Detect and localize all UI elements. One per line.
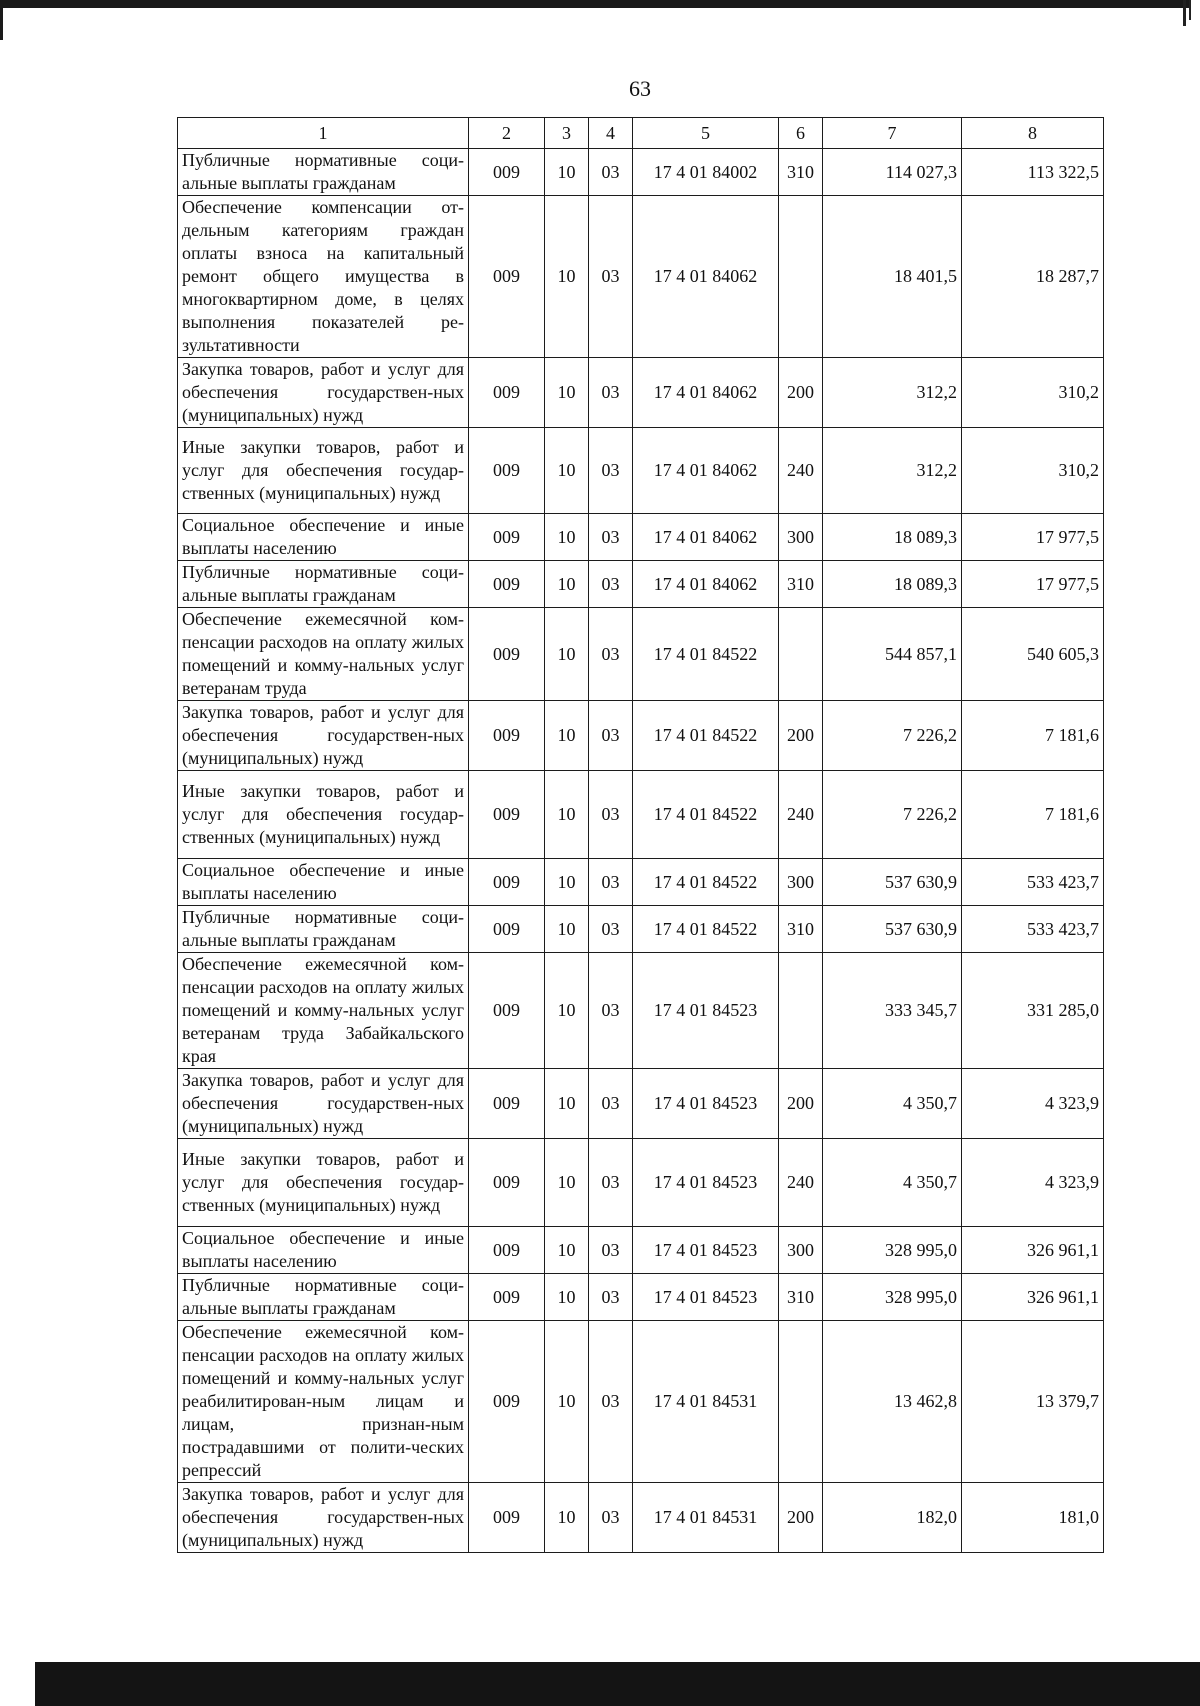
expense-type-cell: 200	[779, 1483, 823, 1553]
ministry-code-cell: 009	[469, 561, 545, 608]
ministry-code-cell: 009	[469, 1069, 545, 1139]
expense-type-cell: 200	[779, 1069, 823, 1139]
amount-col8-cell: 17 977,5	[962, 514, 1104, 561]
target-article-cell: 17 4 01 84062	[633, 196, 779, 358]
ministry-code-cell: 009	[469, 1139, 545, 1227]
table-row	[178, 149, 1104, 196]
column-header: 2	[469, 118, 545, 149]
subsection-code-cell: 03	[589, 514, 633, 561]
subsection-code-cell: 03	[589, 953, 633, 1069]
amount-col7-cell: 312,2	[823, 428, 962, 514]
section-code-cell: 10	[545, 428, 589, 514]
amount-col7-cell: 328 995,0	[823, 1227, 962, 1274]
ministry-code-cell: 009	[469, 1274, 545, 1321]
ministry-code-cell: 009	[469, 428, 545, 514]
table-row	[178, 859, 1104, 906]
table-row	[178, 771, 1104, 859]
target-article-cell: 17 4 01 84062	[633, 428, 779, 514]
ministry-code-cell: 009	[469, 701, 545, 771]
expense-type-cell: 310	[779, 906, 823, 953]
subsection-code-cell: 03	[589, 1321, 633, 1483]
item-name-cell: Обеспечение ежемесячной ком-пенсации расходов на оплату жилых помещений и комму-нальных услуг ветеранам труда Забайкальского края	[178, 953, 469, 1069]
target-article-cell: 17 4 01 84523	[633, 1227, 779, 1274]
item-name-cell: Обеспечение ежемесячной ком-пенсации расходов на оплату жилых помещений и комму-нальных услуг ветеранам труда	[178, 608, 469, 701]
amount-col7-cell: 544 857,1	[823, 608, 962, 701]
amount-col7-cell: 7 226,2	[823, 701, 962, 771]
table-row	[178, 561, 1104, 608]
ministry-code-cell: 009	[469, 149, 545, 196]
ministry-code-cell: 009	[469, 953, 545, 1069]
item-name-cell: Публичные нормативные соци-альные выплаты гражданам	[178, 906, 469, 953]
section-code-cell: 10	[545, 906, 589, 953]
item-name-cell: Публичные нормативные соци-альные выплаты гражданам	[178, 561, 469, 608]
item-name-cell: Обеспечение ежемесячной ком-пенсации расходов на оплату жилых помещений и комму-нальных услуг реабилитирован-ным лицам и лицам, признан-ным пострадавшими от полити-ческих репрессий	[178, 1321, 469, 1483]
amount-col8-cell: 533 423,7	[962, 859, 1104, 906]
item-name-cell: Иные закупки товаров, работ и услуг для обеспечения государ-ственных (муниципальных) нужд	[178, 1139, 469, 1227]
item-name-cell: Закупка товаров, работ и услуг для обеспечения государствен-ных (муниципальных) нужд	[178, 1069, 469, 1139]
ministry-code-cell: 009	[469, 1227, 545, 1274]
subsection-code-cell: 03	[589, 771, 633, 859]
target-article-cell: 17 4 01 84522	[633, 906, 779, 953]
table-row	[178, 1321, 1104, 1483]
ministry-code-cell: 009	[469, 906, 545, 953]
column-header: 7	[823, 118, 962, 149]
subsection-code-cell: 03	[589, 859, 633, 906]
scan-right-mark-2	[1189, 0, 1191, 20]
column-header: 4	[589, 118, 633, 149]
item-name-cell: Закупка товаров, работ и услуг для обеспечения государствен-ных (муниципальных) нужд	[178, 701, 469, 771]
item-name-cell: Иные закупки товаров, работ и услуг для обеспечения государ-ственных (муниципальных) нужд	[178, 428, 469, 514]
amount-col7-cell: 333 345,7	[823, 953, 962, 1069]
subsection-code-cell: 03	[589, 701, 633, 771]
amount-col8-cell: 331 285,0	[962, 953, 1104, 1069]
target-article-cell: 17 4 01 84523	[633, 1274, 779, 1321]
item-name-cell: Социальное обеспечение и иные выплаты населению	[178, 859, 469, 906]
section-code-cell: 10	[545, 771, 589, 859]
amount-col7-cell: 182,0	[823, 1483, 962, 1553]
section-code-cell: 10	[545, 1321, 589, 1483]
column-header: 6	[779, 118, 823, 149]
ministry-code-cell: 009	[469, 608, 545, 701]
table-row	[178, 358, 1104, 428]
header-row	[178, 118, 1104, 149]
subsection-code-cell: 03	[589, 358, 633, 428]
amount-col7-cell: 537 630,9	[823, 906, 962, 953]
amount-col8-cell: 4 323,9	[962, 1069, 1104, 1139]
section-code-cell: 10	[545, 1069, 589, 1139]
amount-col8-cell: 113 322,5	[962, 149, 1104, 196]
ministry-code-cell: 009	[469, 196, 545, 358]
ministry-code-cell: 009	[469, 859, 545, 906]
amount-col8-cell: 181,0	[962, 1483, 1104, 1553]
section-code-cell: 10	[545, 1483, 589, 1553]
table-row	[178, 1274, 1104, 1321]
column-header: 3	[545, 118, 589, 149]
expense-type-cell: 200	[779, 701, 823, 771]
expense-type-cell: 200	[779, 358, 823, 428]
section-code-cell: 10	[545, 196, 589, 358]
section-code-cell: 10	[545, 608, 589, 701]
column-header: 5	[633, 118, 779, 149]
subsection-code-cell: 03	[589, 196, 633, 358]
section-code-cell: 10	[545, 561, 589, 608]
subsection-code-cell: 03	[589, 1483, 633, 1553]
target-article-cell: 17 4 01 84062	[633, 561, 779, 608]
subsection-code-cell: 03	[589, 149, 633, 196]
amount-col7-cell: 4 350,7	[823, 1069, 962, 1139]
target-article-cell: 17 4 01 84531	[633, 1321, 779, 1483]
target-article-cell: 17 4 01 84523	[633, 953, 779, 1069]
section-code-cell: 10	[545, 953, 589, 1069]
table-row	[178, 1483, 1104, 1553]
section-code-cell: 10	[545, 358, 589, 428]
amount-col7-cell: 312,2	[823, 358, 962, 428]
item-name-cell: Публичные нормативные соци-альные выплаты гражданам	[178, 149, 469, 196]
scan-right-mark	[1183, 0, 1186, 26]
table-row	[178, 608, 1104, 701]
target-article-cell: 17 4 01 84522	[633, 771, 779, 859]
item-name-cell: Социальное обеспечение и иные выплаты населению	[178, 514, 469, 561]
ministry-code-cell: 009	[469, 771, 545, 859]
expense-type-cell	[779, 953, 823, 1069]
subsection-code-cell: 03	[589, 1274, 633, 1321]
target-article-cell: 17 4 01 84522	[633, 859, 779, 906]
target-article-cell: 17 4 01 84523	[633, 1069, 779, 1139]
expense-type-cell: 240	[779, 1139, 823, 1227]
target-article-cell: 17 4 01 84531	[633, 1483, 779, 1553]
section-code-cell: 10	[545, 1274, 589, 1321]
expense-type-cell: 310	[779, 1274, 823, 1321]
amount-col8-cell: 310,2	[962, 428, 1104, 514]
amount-col8-cell: 540 605,3	[962, 608, 1104, 701]
scan-left-edge	[0, 0, 3, 40]
column-header: 1	[178, 118, 469, 149]
section-code-cell: 10	[545, 701, 589, 771]
amount-col8-cell: 4 323,9	[962, 1139, 1104, 1227]
ministry-code-cell: 009	[469, 1483, 545, 1553]
item-name-cell: Закупка товаров, работ и услуг для обеспечения государствен-ных (муниципальных) нужд	[178, 358, 469, 428]
expense-type-cell	[779, 196, 823, 358]
table-row	[178, 906, 1104, 953]
item-name-cell: Обеспечение компенсации от-дельным категориям граждан оплаты взноса на капитальный ремонт общего имущества в многоквартирном доме, в целях выполнения показателей ре-зультативности	[178, 196, 469, 358]
amount-col8-cell: 326 961,1	[962, 1274, 1104, 1321]
ministry-code-cell: 009	[469, 514, 545, 561]
budget-table	[177, 117, 1104, 1553]
amount-col7-cell: 537 630,9	[823, 859, 962, 906]
target-article-cell: 17 4 01 84062	[633, 358, 779, 428]
amount-col8-cell: 13 379,7	[962, 1321, 1104, 1483]
amount-col8-cell: 326 961,1	[962, 1227, 1104, 1274]
item-name-cell: Закупка товаров, работ и услуг для обеспечения государствен-ных (муниципальных) нужд	[178, 1483, 469, 1553]
table-row	[178, 428, 1104, 514]
amount-col8-cell: 7 181,6	[962, 771, 1104, 859]
amount-col7-cell: 114 027,3	[823, 149, 962, 196]
section-code-cell: 10	[545, 149, 589, 196]
section-code-cell: 10	[545, 1139, 589, 1227]
ministry-code-cell: 009	[469, 358, 545, 428]
target-article-cell: 17 4 01 84523	[633, 1139, 779, 1227]
expense-type-cell: 300	[779, 1227, 823, 1274]
expense-type-cell: 240	[779, 771, 823, 859]
expense-type-cell: 310	[779, 149, 823, 196]
column-header: 8	[962, 118, 1104, 149]
amount-col8-cell: 18 287,7	[962, 196, 1104, 358]
target-article-cell: 17 4 01 84002	[633, 149, 779, 196]
section-code-cell: 10	[545, 859, 589, 906]
amount-col7-cell: 4 350,7	[823, 1139, 962, 1227]
subsection-code-cell: 03	[589, 561, 633, 608]
item-name-cell: Иные закупки товаров, работ и услуг для обеспечения государ-ственных (муниципальных) нужд	[178, 771, 469, 859]
amount-col8-cell: 310,2	[962, 358, 1104, 428]
subsection-code-cell: 03	[589, 428, 633, 514]
scan-bottom-edge	[35, 1662, 1200, 1706]
amount-col7-cell: 18 401,5	[823, 196, 962, 358]
expense-type-cell: 240	[779, 428, 823, 514]
table-row	[178, 701, 1104, 771]
amount-col7-cell: 328 995,0	[823, 1274, 962, 1321]
expense-type-cell: 300	[779, 859, 823, 906]
expense-type-cell	[779, 1321, 823, 1483]
table-row	[178, 953, 1104, 1069]
expense-type-cell	[779, 608, 823, 701]
target-article-cell: 17 4 01 84062	[633, 514, 779, 561]
target-article-cell: 17 4 01 84522	[633, 608, 779, 701]
subsection-code-cell: 03	[589, 608, 633, 701]
section-code-cell: 10	[545, 514, 589, 561]
item-name-cell: Социальное обеспечение и иные выплаты населению	[178, 1227, 469, 1274]
table-row	[178, 514, 1104, 561]
subsection-code-cell: 03	[589, 1069, 633, 1139]
item-name-cell: Публичные нормативные соци-альные выплаты гражданам	[178, 1274, 469, 1321]
amount-col7-cell: 18 089,3	[823, 561, 962, 608]
table-row	[178, 1227, 1104, 1274]
subsection-code-cell: 03	[589, 1227, 633, 1274]
expense-type-cell: 300	[779, 514, 823, 561]
amount-col8-cell: 533 423,7	[962, 906, 1104, 953]
ministry-code-cell: 009	[469, 1321, 545, 1483]
amount-col8-cell: 7 181,6	[962, 701, 1104, 771]
subsection-code-cell: 03	[589, 1139, 633, 1227]
subsection-code-cell: 03	[589, 906, 633, 953]
amount-col7-cell: 7 226,2	[823, 771, 962, 859]
table-row	[178, 1139, 1104, 1227]
expense-type-cell: 310	[779, 561, 823, 608]
table-row	[178, 196, 1104, 358]
page-number: 63	[629, 76, 651, 101]
amount-col7-cell: 13 462,8	[823, 1321, 962, 1483]
amount-col7-cell: 18 089,3	[823, 514, 962, 561]
amount-col8-cell: 17 977,5	[962, 561, 1104, 608]
target-article-cell: 17 4 01 84522	[633, 701, 779, 771]
table-row	[178, 1069, 1104, 1139]
scan-top-edge	[0, 0, 1190, 8]
section-code-cell: 10	[545, 1227, 589, 1274]
